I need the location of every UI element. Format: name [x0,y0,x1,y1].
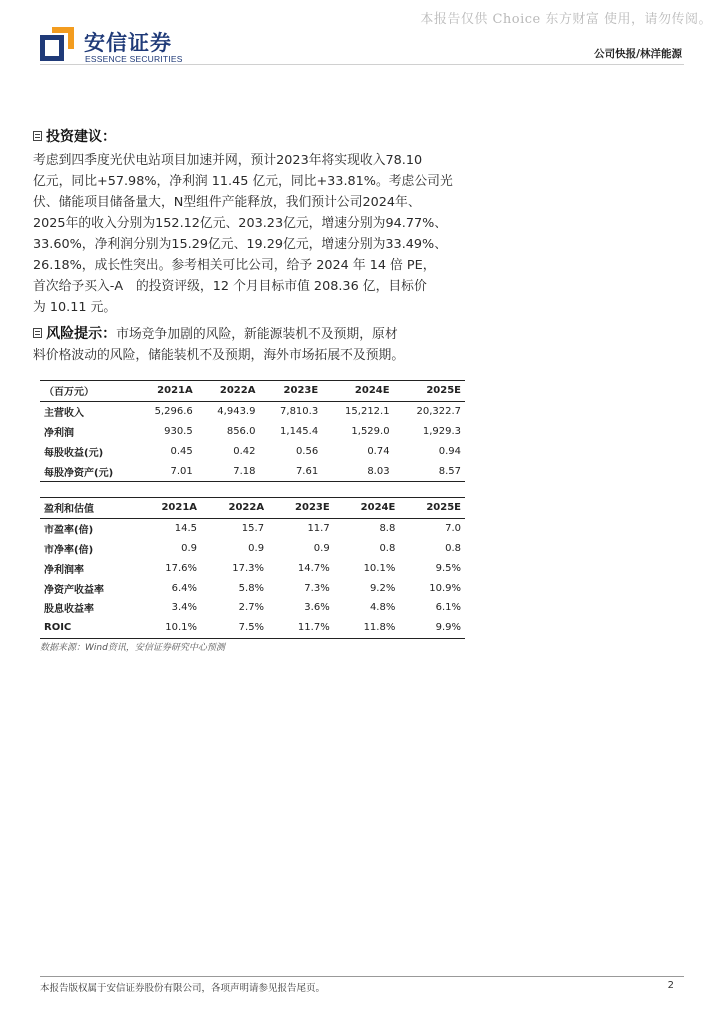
table-header-cell: 2023E [259,381,322,402]
table-cell: 0.9 [248,542,265,554]
list-icon [33,131,42,141]
table-cell: 7.18 [197,461,260,481]
table-cell: 9.5% [435,562,461,574]
table-cell: 0.9 [181,542,198,554]
row-label: 市盈率(倍) [44,525,94,537]
table-cell: 9.2% [369,582,396,594]
table-cell: 3.4% [171,602,198,614]
page-number: 2 [667,980,674,991]
row-label: ROIC [40,618,134,638]
row-label: 净资产收益率 [44,584,104,596]
table-cell: 0.56 [295,445,319,457]
footer-disclaimer: 本报告版权属于安信证券股份有限公司，各项声明请参见报告尾页。 [40,983,326,994]
table-header-cell: 2025E [399,498,465,519]
row-label: 每股收益(元) [44,447,104,459]
table-header-row [40,381,465,402]
table-cell: 5,296.6 [154,406,193,418]
table-cell: 7.61 [259,461,322,481]
table-header-cell: 2022A [197,381,260,402]
table-cell: 17.3% [232,562,265,574]
table-cell: 11.7 [307,523,330,535]
table-cell: 7.5% [201,618,268,638]
table-cell: 1,929.3 [422,425,461,437]
essence-logo-icon [40,27,74,61]
table-cell: 0.45 [170,445,193,457]
table-cell: 11.8% [334,618,400,638]
table-header-row [40,498,465,519]
table-cell: 7.0 [445,523,461,535]
table-cell: 7.3% [304,582,330,594]
investment-line: 亿元，同比+57.98%，净利润 11.45 亿元，同比+33.81%。考虑公司光 [33,174,453,189]
table-row [40,539,465,559]
table-row [40,518,465,538]
table-cell: 0.8 [445,542,461,554]
table-header-cell: 2024E [322,381,393,402]
table-header-cell: 2024E [334,498,400,519]
table-cell: 8.8 [379,523,396,535]
investment-line: 33.60%，净利润分别为15.29亿元、19.29亿元，增速分别为33.49%、 [33,237,447,252]
table-cell: 0.42 [233,445,256,457]
footer-divider [40,976,684,977]
table-row [40,461,465,481]
table-row [40,558,465,578]
row-label: 净利润 [44,427,74,439]
table-row [40,598,465,618]
investment-paragraph [33,150,469,318]
table-header-cell: 2025E [394,381,465,402]
risk-line: 市场竞争加剧的风险，新能源装机不及预期，原材 [116,327,398,342]
table-cell: 17.6% [165,562,198,574]
report-type: 公司快报/林洋能源 [594,48,682,60]
watermark: 本报告仅供 Choice 东方财富 使用，请勿传阅。 [420,12,712,27]
brand-name-en: ESSENCE SECURITIES [85,54,183,64]
table-cell: 14.7% [297,562,330,574]
investment-line: 伏、储能项目储备量大，N型组件产能释放，我们预计公司2024年、 [33,195,421,210]
row-label: 每股净资产(元) [40,461,134,481]
investment-line: 为 10.11 元。 [33,300,117,315]
risk-paragraph [33,324,469,366]
table-cell: 5.8% [238,582,265,594]
table-cell: 15,212.1 [345,406,390,418]
table-cell: 15.7 [241,523,265,535]
risk-title: 风险提示： [46,326,117,342]
table-cell: 856.0 [226,425,256,437]
row-label: 净利润率 [44,564,84,576]
table-cell: 0.74 [367,445,390,457]
list-icon [33,328,42,338]
table-header-cell: 2022A [201,498,268,519]
table-cell: 10.1% [363,562,396,574]
investment-title-text: 投资建议： [46,129,116,145]
risk-line: 料价格波动的风险，储能装机不及预期，海外市场拓展不及预期。 [33,348,405,363]
table-header-cell: （百万元） [40,381,134,402]
table-cell: 6.1% [435,602,461,614]
investment-title [33,126,116,146]
investment-line: 26.18%，成长性突出。参考相关可比公司，给予 2024 年 14 倍 PE， [33,258,436,273]
table-cell: 0.8 [379,542,396,554]
data-source-note: 数据来源：Wind资讯，安信证券研究中心预测 [40,643,225,653]
investment-line: 考虑到四季度光伏电站项目加速并网，预计2023年将实现收入78.10 [33,153,423,168]
table-cell: 0.94 [438,445,461,457]
table-cell: 6.4% [171,582,198,594]
table-cell: 4.8% [369,602,396,614]
table-row [40,578,465,598]
table-row [40,441,465,461]
table-cell: 10.1% [134,618,201,638]
table-cell: 11.7% [268,618,334,638]
table-cell: 14.5 [174,523,198,535]
table-cell: 7.01 [134,461,197,481]
table-cell: 4,943.9 [217,406,256,418]
investment-line: 首次给予买入-A 的投资评级，12 个月目标市值 208.36 亿，目标价 [33,279,427,294]
table-header-cell: 2023E [268,498,334,519]
table-cell: 8.57 [394,461,465,481]
table-cell: 9.9% [399,618,465,638]
brand-logo [40,27,200,67]
table-cell: 1,145.4 [280,425,319,437]
table-cell: 7,810.3 [280,406,319,418]
table-header-cell: 盈利和估值 [40,498,134,519]
table-cell: 0.9 [313,542,330,554]
table-cell: 2.7% [238,602,265,614]
brand-name-cn: 安信证券 [84,31,172,55]
table-row [40,422,465,442]
investment-line: 2025年的收入分别为152.12亿元、203.23亿元，增速分别为94.77%、 [33,216,448,231]
valuation-table [40,497,465,639]
table-cell: 8.03 [322,461,393,481]
table-cell: 3.6% [304,602,330,614]
row-label: 市净率(倍) [44,544,94,556]
header-divider [40,64,684,65]
table-cell: 930.5 [164,425,193,437]
table-cell: 10.9% [429,582,461,594]
table-header-cell: 2021A [134,381,197,402]
table-row [40,401,465,421]
table-cell: 1,529.0 [351,425,390,437]
row-label: 主营收入 [44,408,84,420]
financial-summary-table [40,380,465,482]
row-label: 股息收益率 [44,604,94,616]
table-row [40,618,465,638]
table-cell: 20,322.7 [416,406,461,418]
table-header-cell: 2021A [134,498,201,519]
